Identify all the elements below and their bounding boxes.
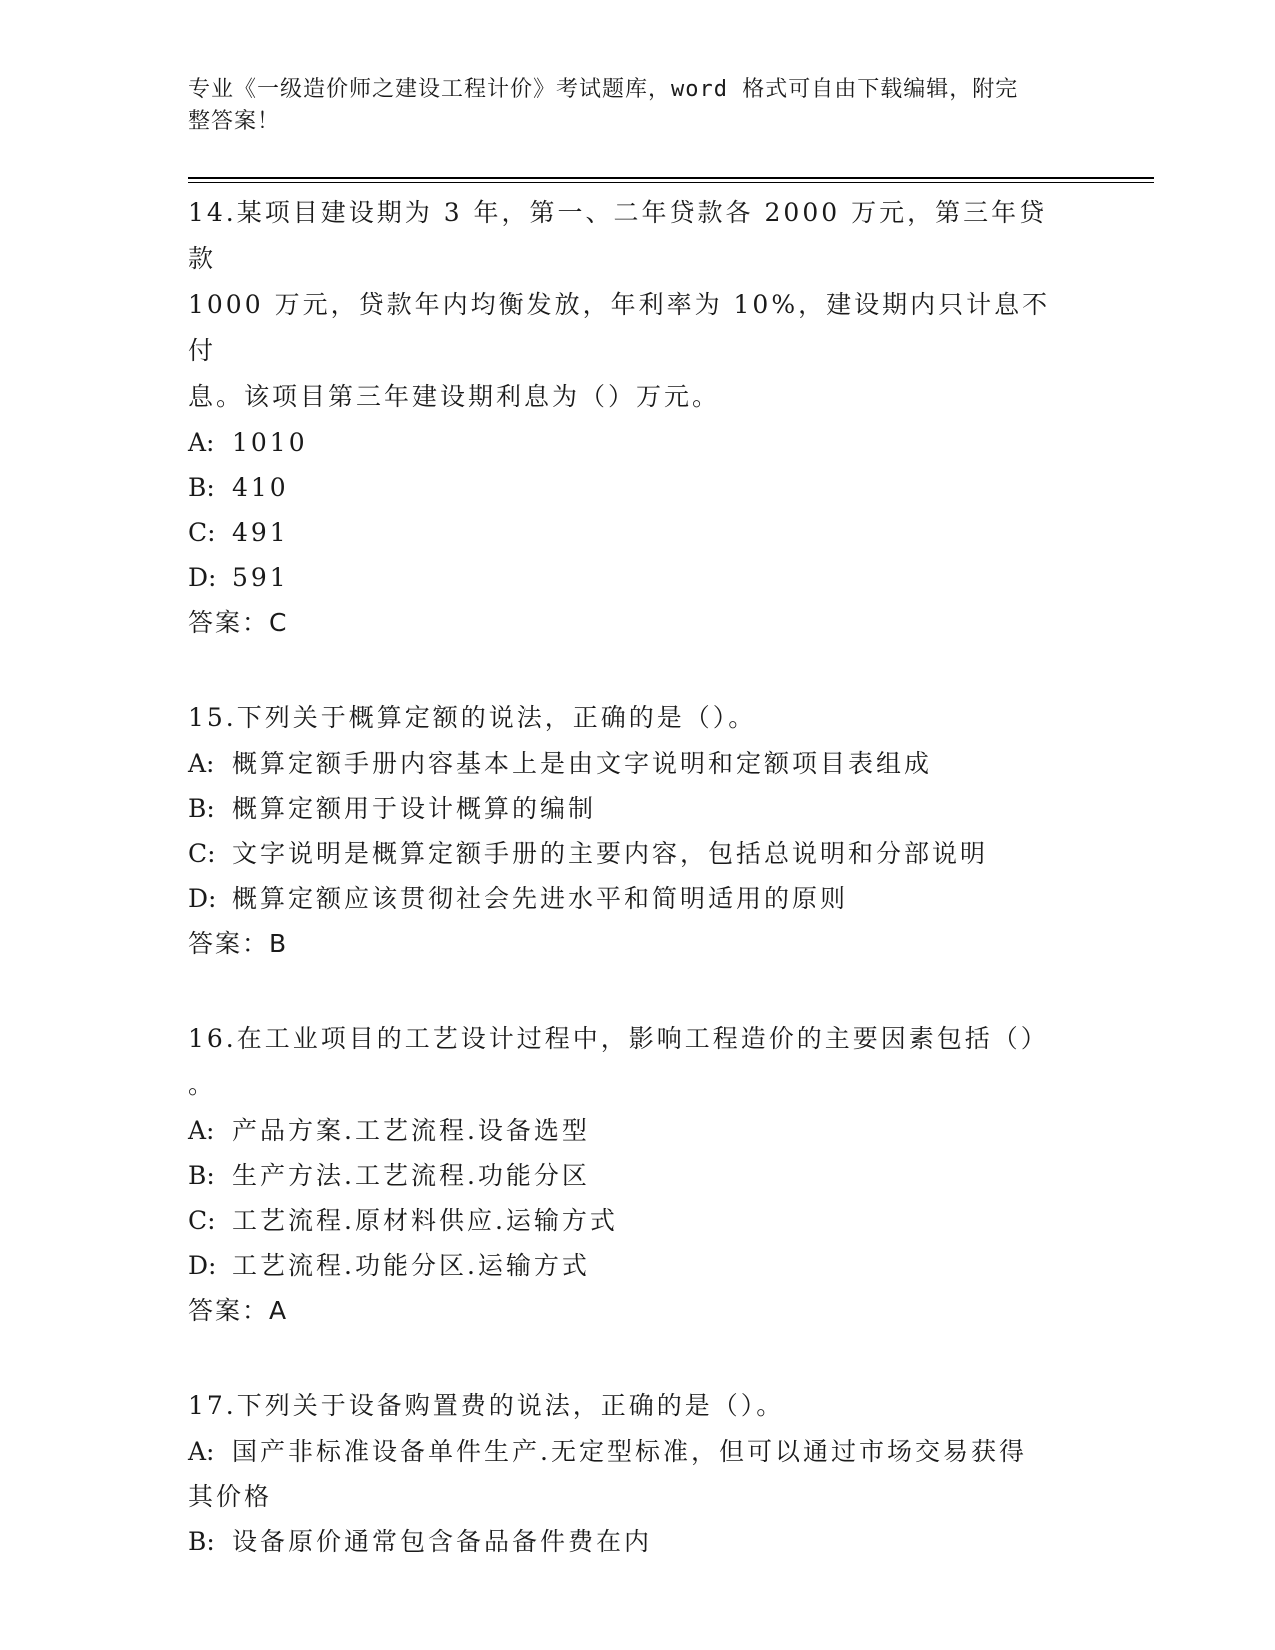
option-text: 设备原价通常包含备品备件费在内 — [232, 1527, 653, 1556]
question-text-line: 14.某项目建设期为 3 年，第一、二年贷款各 2000 万元，第三年贷款 — [188, 198, 1048, 273]
option-a — [188, 741, 1068, 786]
header-line-2: 整答案！ — [188, 109, 281, 134]
option-text: 生产方法.工艺流程.功能分区 — [232, 1161, 590, 1190]
option-text: 工艺流程.原材料供应.运输方式 — [232, 1206, 618, 1235]
option-b — [188, 465, 1068, 510]
option-text: 491 — [232, 518, 289, 547]
option-text: 410 — [232, 473, 289, 502]
option-c — [188, 831, 1068, 876]
option-letter: C: — [188, 518, 216, 547]
option-a — [188, 1108, 1068, 1153]
option-text: 概算定额应该贯彻社会先进水平和简明适用的原则 — [232, 884, 849, 913]
option-b — [188, 786, 1068, 831]
option-d — [188, 1243, 1068, 1288]
option-b — [188, 1519, 1068, 1564]
answer-line: 答案：B — [188, 929, 289, 958]
option-text: 591 — [232, 563, 289, 592]
question-text-line: 息。该项目第三年建设期利息为（）万元。 — [188, 382, 721, 411]
option-letter: A: — [188, 1116, 215, 1145]
question-15 — [188, 695, 1068, 966]
option-letter: B: — [188, 1161, 215, 1190]
option-text: 1010 — [232, 428, 308, 457]
header-line-1: 专业《一级造价师之建设工程计价》考试题库，word 格式可自由下载编辑，附完 — [188, 77, 1019, 102]
option-letter: C: — [188, 1206, 216, 1235]
option-letter: B: — [188, 794, 215, 823]
question-text-line: 15.下列关于概算定额的说法，正确的是（）。 — [188, 703, 757, 732]
option-letter: D: — [188, 1251, 217, 1280]
option-letter: C: — [188, 839, 216, 868]
header-divider-thin — [188, 182, 1154, 183]
question-list — [188, 190, 1068, 1614]
option-d — [188, 555, 1068, 600]
option-b — [188, 1153, 1068, 1198]
option-letter: B: — [188, 473, 215, 502]
option-c — [188, 510, 1068, 555]
option-a — [188, 420, 1068, 465]
question-text-line: 1000 万元，贷款年内均衡发放，年利率为 10%，建设期内只计息不付 — [188, 290, 1051, 365]
option-letter: B: — [188, 1527, 215, 1556]
header-divider-thick — [188, 177, 1154, 179]
option-c — [188, 1198, 1068, 1243]
question-17 — [188, 1383, 1068, 1564]
option-a — [188, 1429, 1068, 1474]
option-text: 概算定额手册内容基本上是由文字说明和定额项目表组成 — [232, 749, 933, 778]
question-text-line: 17.下列关于设备购置费的说法，正确的是（）。 — [188, 1391, 785, 1420]
question-text-line: 。 — [188, 1070, 217, 1099]
document-header — [188, 74, 1068, 138]
option-text: 文字说明是概算定额手册的主要内容，包括总说明和分部说明 — [232, 839, 989, 868]
option-d — [188, 876, 1068, 921]
option-text: 工艺流程.功能分区.运输方式 — [232, 1251, 590, 1280]
question-text-line: 16.在工业项目的工艺设计过程中，影响工程造价的主要因素包括（） — [188, 1024, 1049, 1053]
question-14 — [188, 190, 1068, 645]
option-a-continuation: 其价格 — [188, 1482, 273, 1511]
option-letter: A: — [188, 749, 215, 778]
answer-line: 答案：A — [188, 1296, 289, 1325]
option-text: 国产非标准设备单件生产.无定型标准，但可以通过市场交易获得 — [232, 1437, 1027, 1466]
option-text: 概算定额用于设计概算的编制 — [232, 794, 597, 823]
option-letter: D: — [188, 563, 217, 592]
option-text: 产品方案.工艺流程.设备选型 — [232, 1116, 590, 1145]
question-16 — [188, 1016, 1068, 1333]
option-letter: A: — [188, 1437, 215, 1466]
option-letter: D: — [188, 884, 217, 913]
option-letter: A: — [188, 428, 215, 457]
answer-line: 答案：C — [188, 608, 289, 637]
